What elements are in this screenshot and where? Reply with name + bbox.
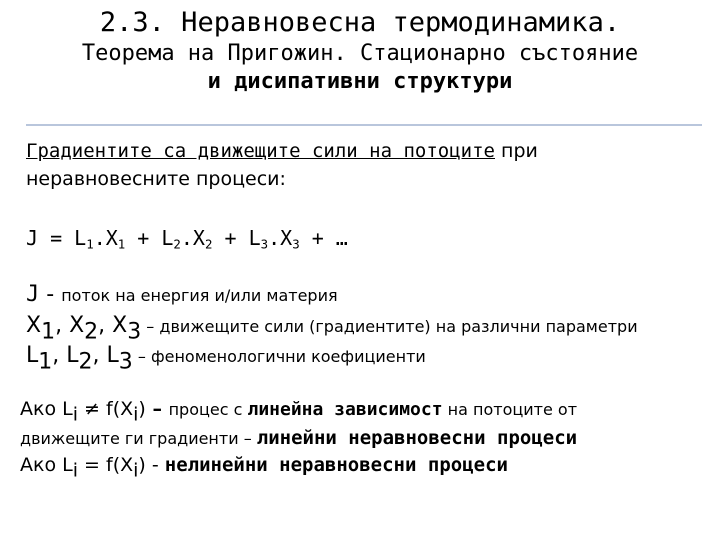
text: f(X bbox=[106, 398, 134, 420]
def-j bbox=[26, 282, 338, 307]
symbol: L bbox=[62, 454, 73, 476]
def-symbol: L bbox=[26, 343, 39, 368]
def-symbol: , L bbox=[52, 343, 79, 368]
eq-sub: 2 bbox=[204, 236, 213, 252]
def-symbol: X bbox=[26, 313, 42, 338]
eq-part: .X bbox=[93, 226, 118, 250]
intro-line-1 bbox=[26, 140, 538, 162]
sub: i bbox=[72, 459, 79, 482]
text: движещите ги градиенти – bbox=[20, 429, 257, 448]
sub: i bbox=[133, 403, 139, 426]
conclusion-line-1 bbox=[20, 398, 578, 426]
symbol: L bbox=[62, 398, 73, 420]
text: Ако bbox=[20, 398, 63, 420]
title-line-2: Теорема на Пригожин. Стационарно състояние bbox=[81, 41, 639, 66]
emphasis: нелинейни неравновесни процеси bbox=[164, 454, 508, 476]
def-symbol: J bbox=[26, 282, 40, 307]
def-text: – движещите сили (градиентите) на различни параметри bbox=[141, 317, 638, 336]
def-text: поток на енергия и/или материя bbox=[61, 286, 338, 305]
eq-sub: 3 bbox=[260, 236, 269, 252]
def-symbol: , L bbox=[92, 343, 119, 368]
eq-sub: 1 bbox=[117, 236, 126, 252]
emphasis: линейна зависимост bbox=[247, 399, 443, 420]
title-line-3: и дисипативни структури bbox=[207, 69, 513, 94]
eq-part: .X bbox=[180, 226, 205, 250]
title-line-1: 2.3. Неравновесна термодинамика. bbox=[99, 7, 621, 38]
def-l bbox=[26, 343, 426, 375]
text: Ако bbox=[20, 454, 63, 476]
def-sub: 2 bbox=[84, 319, 99, 345]
def-text: – феноменологични коефициенти bbox=[132, 347, 426, 366]
emphasis: линейни неравновесни процеси bbox=[256, 427, 578, 449]
sub: i bbox=[133, 459, 139, 482]
def-sub: 1 bbox=[41, 319, 56, 345]
eq-sub: 3 bbox=[292, 236, 300, 252]
slide-title bbox=[0, 6, 720, 96]
intro-line-2: неравновесните процеси: bbox=[26, 168, 286, 190]
eq-sub: 2 bbox=[173, 236, 181, 252]
text: на потоците от bbox=[442, 400, 578, 419]
title-divider bbox=[26, 124, 702, 126]
def-sub: 2 bbox=[78, 349, 93, 375]
def-x bbox=[26, 313, 638, 345]
neq-sign: ≠ bbox=[78, 398, 107, 420]
text: ) bbox=[138, 454, 146, 476]
intro-rest: при bbox=[495, 140, 538, 162]
eq-sub: 1 bbox=[86, 236, 94, 252]
flux-equation bbox=[26, 226, 348, 250]
eq-part: .X bbox=[268, 226, 293, 250]
text: = f(X bbox=[78, 454, 134, 476]
def-sub: 3 bbox=[127, 319, 142, 345]
def-sub: 1 bbox=[38, 349, 53, 375]
def-dash: - bbox=[39, 282, 62, 307]
eq-part: + L bbox=[212, 226, 261, 250]
def-symbol: , X bbox=[98, 313, 128, 338]
eq-part: + L bbox=[125, 226, 174, 250]
sub: i bbox=[72, 403, 79, 426]
intro-underlined: Градиентите са движещите сили на потоците bbox=[26, 140, 495, 162]
def-sub: 3 bbox=[118, 349, 133, 375]
def-symbol: , X bbox=[55, 313, 85, 338]
conclusion-line-2 bbox=[20, 427, 577, 449]
text: ) bbox=[138, 398, 146, 420]
dash: – bbox=[145, 398, 169, 420]
eq-part: J = L bbox=[26, 226, 87, 250]
dash: - bbox=[145, 454, 165, 476]
conclusion-line-3 bbox=[20, 454, 508, 482]
eq-part: + … bbox=[299, 226, 348, 250]
text: процес с bbox=[168, 400, 248, 419]
